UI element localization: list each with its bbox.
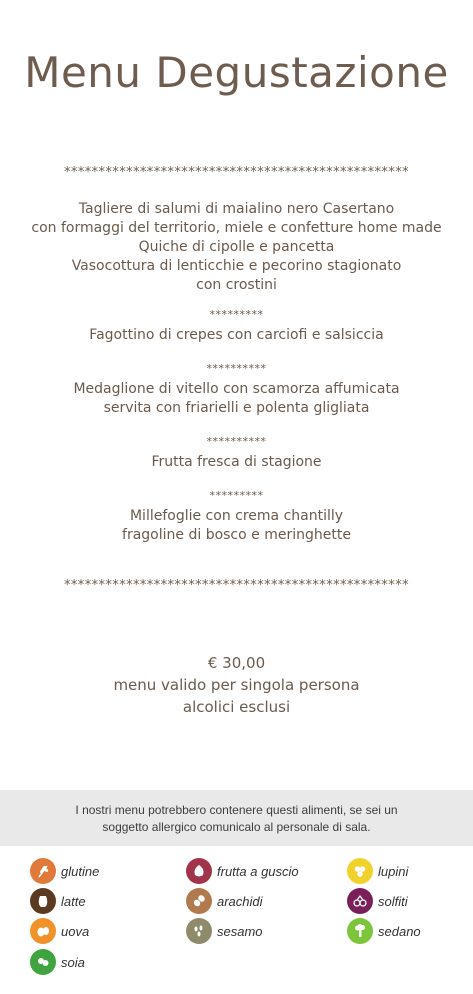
peanut-icon [186, 888, 212, 914]
course-line: Fagottino di crepes con carciofi e salsiccia [89, 327, 384, 343]
allergen-label: arachidi [217, 893, 263, 909]
allergen-label: glutine [61, 863, 100, 879]
allergen-label: lupini [378, 863, 409, 879]
course-separator: ********* [209, 308, 264, 321]
celery-icon [347, 918, 373, 944]
allergen-sesamo [186, 917, 263, 945]
allergen-solfiti [347, 887, 408, 915]
allergen-label: soia [61, 954, 85, 970]
allergen-arachidi [186, 887, 263, 915]
course-line: Quiche di cipolle e pancetta [138, 239, 335, 255]
allergen-label: sesamo [217, 923, 263, 939]
eggs-icon [30, 918, 56, 944]
allergen-label: solfiti [378, 893, 408, 909]
course-separator: ********** [206, 435, 267, 448]
course-frutta [0, 453, 473, 472]
notice-line: I nostri menu potrebbero contenere questi alimenti, se sei un [75, 803, 398, 817]
course-separator: ********* [209, 489, 264, 502]
course-line: Medaglione di vitello con scamorza affumicata [73, 381, 400, 397]
allergen-label: frutta a guscio [217, 863, 299, 879]
course-primo [0, 326, 473, 345]
course-line: con crostini [196, 277, 277, 293]
allergen-notice [0, 790, 473, 846]
lupin-icon [347, 858, 373, 884]
stars-divider-top: ************************************************** [64, 165, 409, 180]
sulphites-icon [347, 888, 373, 914]
allergen-sedano [347, 917, 421, 945]
course-secondo [0, 380, 473, 418]
allergen-uova [30, 917, 89, 945]
milk-jug-icon [30, 888, 56, 914]
course-line: Vasocottura di lenticchie e pecorino stagionato [71, 258, 402, 274]
price-amount: € 30,00 [207, 654, 266, 672]
menu-title: Menu Degustazione [24, 48, 449, 97]
course-separator: ********** [206, 362, 267, 375]
course-line: Tagliere di salumi di maialino nero Casertano [78, 201, 395, 217]
stars-divider-bottom: ************************************************** [64, 578, 409, 593]
nut-icon [186, 858, 212, 884]
course-line: servita con friarielli e polenta gligliata [103, 400, 370, 416]
allergen-lupini [347, 857, 408, 885]
price-note: menu valido per singola persona [113, 676, 360, 694]
course-antipasti [0, 200, 473, 295]
course-line: fragoline di bosco e meringhette [122, 527, 351, 543]
course-line: Frutta fresca di stagione [151, 454, 322, 470]
price-note: alcolici esclusi [182, 698, 291, 716]
course-line: Millefoglie con crema chantilly [129, 508, 344, 524]
allergen-latte [30, 887, 86, 915]
allergen-label: latte [61, 893, 86, 909]
course-dolce [0, 507, 473, 545]
allergen-frutta-a-guscio [186, 857, 299, 885]
course-line: con formaggi del territorio, miele e confetture home made [31, 220, 442, 236]
allergen-soia [30, 948, 85, 976]
notice-line: soggetto allergico comunicalo al personale di sala. [102, 820, 371, 834]
sesame-icon [186, 918, 212, 944]
allergen-label: uova [61, 923, 90, 939]
allergen-glutine [30, 857, 99, 885]
price-block [0, 652, 473, 718]
wheat-icon [30, 858, 56, 884]
allergen-label: sedano [378, 923, 421, 939]
soy-icon [30, 949, 56, 975]
